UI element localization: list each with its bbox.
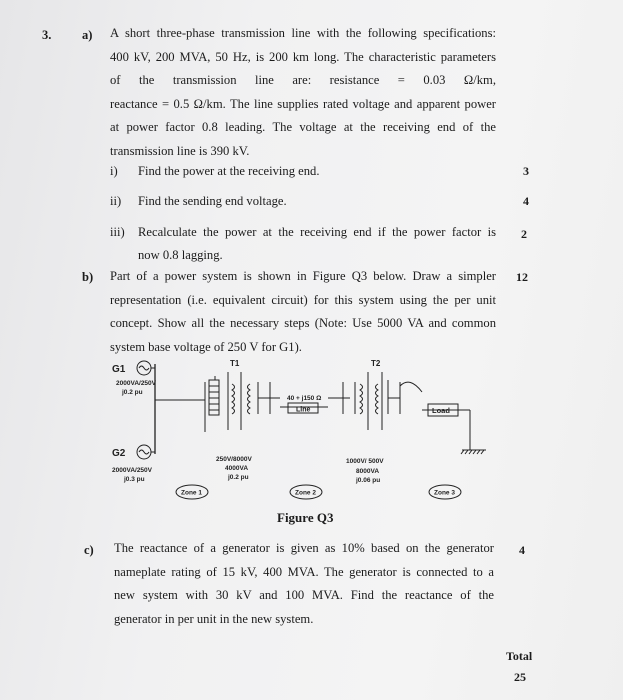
part-a-text [110,22,496,164]
figure-q3-diagram [110,352,490,512]
g1-rating: 2000VA/250V [116,380,156,387]
part-c-label: c) [84,543,94,557]
t1-impedance: j0.2 pu [228,474,249,481]
g2-rating: 2000VA/250V [112,467,152,474]
part-b-marks: 12 [516,270,528,284]
line-label: Line [296,406,311,414]
t2-label: T2 [371,359,381,368]
zone-3-label: Zone 3 [434,489,455,497]
g2-label: G2 [112,448,126,459]
subpart-iii-text: Recalculate the power at the receiving end if the power factor is [138,225,496,239]
g1-impedance: j0.2 pu [122,389,143,396]
subpart-ii-label: ii) [110,194,122,208]
g1-sine-icon [139,366,149,370]
total-label: Total [506,649,533,663]
part-b-text [110,265,496,359]
part-b-label: b) [82,270,94,284]
part-b-line: representation (i.e. equivalent circuit) for this system using the per unit [110,292,496,307]
subpart-i-text: Find the power at the receiving end. [138,164,320,178]
subpart-i-label: i) [110,164,118,178]
part-a-line: 400 kV, 200 MVA, 50 Hz, is 200 km long. The characteristic parameters [110,49,496,64]
load-label: Load [432,406,450,415]
t1-primary-winding [232,384,235,414]
t1-rating: 250V/8000V [216,456,252,463]
question-number: 3. [42,28,52,42]
g2-sine-icon [139,450,149,454]
part-c-line: nameplate rating of 15 kV, 400 MVA. The generator is connected to a [114,564,494,579]
part-c-text [114,537,494,631]
t2-primary-winding [360,384,363,414]
t2-rating: 1000V/ 500V [346,458,384,465]
part-b-line: system base voltage of 250 V for G1). [110,339,302,354]
part-a-line: at power factor 0.8 leading. The voltage at the receiving end of the [110,120,496,135]
t2-va: 8000VA [356,468,380,475]
g2-impedance: j0.3 pu [124,476,145,483]
subpart-iii-marks: 2 [521,227,527,241]
figure-caption: Figure Q3 [277,510,334,525]
part-b-line: concept. Show all the necessary steps (Note: Use 5000 VA and common [110,316,496,331]
zone-1-label: Zone 1 [181,489,202,497]
part-a-label: a) [82,28,93,42]
subpart-iii-text-cont: now 0.8 lagging. [138,248,223,262]
t2-secondary-winding [376,384,379,414]
part-c-line: new system with 30 kV and 100 MVA. Find the reactance of the [114,588,494,603]
subpart-ii-marks: 4 [523,194,529,208]
t1-secondary-winding [248,384,251,414]
zone-2-label: Zone 2 [295,489,316,497]
part-a-line: A short three-phase transmission line with the following specifications: [110,26,496,40]
t1-va: 4000VA [225,465,249,472]
subpart-iii-label: iii) [110,225,125,239]
subpart-i-marks: 3 [523,164,529,178]
part-c-marks: 4 [519,543,525,557]
subpart-ii-text: Find the sending end voltage. [138,194,287,208]
g1-label: G1 [112,364,126,375]
part-a-line: transmission line is 390 kV. [110,143,250,158]
t2-impedance: j0.06 pu [356,477,381,484]
total-value: 25 [514,670,526,684]
part-a-line: of the transmission line are: resistance = 0.03 Ω/km, [110,73,496,88]
part-a-line: reactance = 0.5 Ω/km. The line supplies rated voltage and apparent power [110,96,496,111]
t1-label: T1 [230,359,240,368]
part-c-line: The reactance of a generator is given as 10% based on the generator [114,541,494,555]
line-impedance: 40 + j150 Ω [287,395,322,402]
part-c-line: generator in per unit in the new system. [114,611,314,626]
part-b-line: Part of a power system is shown in Figure Q3 below. Draw a simpler [110,269,496,283]
